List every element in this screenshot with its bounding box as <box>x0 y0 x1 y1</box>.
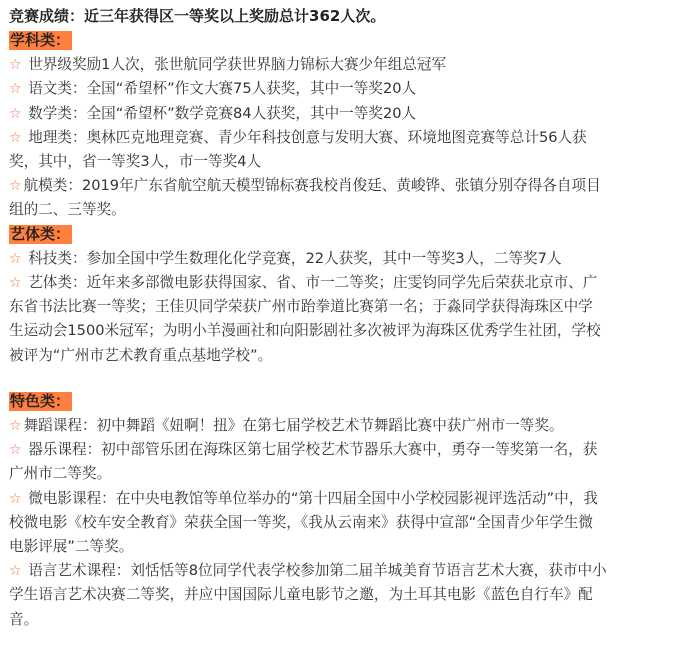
star-icon: ☆ <box>9 57 22 74</box>
section-heading-label: 学科类： <box>10 31 71 49</box>
star-icon: ☆ <box>9 178 22 195</box>
item-text: 数学类：全国“希望杯”数学竞赛84人获奖，其中一等奖20人 <box>23 104 417 122</box>
list-item-continuation: 被评为“广州市艺术教育重点基地学校”。 <box>9 346 273 364</box>
section-heading-label: 特色类： <box>10 391 71 410</box>
star-icon: ☆ <box>9 81 22 98</box>
list-item-continuation: 学生语言艺术决赛二等奖，并应中国国际儿童电影节之邀，为土耳其电影《蓝色自行车》配 <box>9 586 593 604</box>
item-text: 器乐课程：初中部管乐团在海珠区第七届学校艺术节器乐大赛中，勇夺一等奖第一名，获 <box>23 441 598 459</box>
item-text: 语文类：全国“希望杯”作文大赛75人获奖，其中一等奖20人 <box>23 80 417 98</box>
list-item <box>9 174 693 198</box>
list-item <box>9 487 693 511</box>
star-icon: ☆ <box>9 490 22 507</box>
star-icon: ☆ <box>9 563 22 580</box>
item-text: 微电影课程：在中央电教馆等单位举办的“第十四届全国中小学校园影视评选活动”中，我 <box>23 489 598 507</box>
section-heading-arts <box>9 223 693 247</box>
item-text: 舞蹈课程：初中舞蹈《妞啊！扭》在第七届学校艺术节舞蹈比赛中获广州市一等奖。 <box>23 417 564 435</box>
list-item <box>9 53 693 77</box>
page-title: 竞赛成绩：近三年获得区一等奖以上奖励总计362人次。 <box>9 7 386 25</box>
list-item-continuation: 生运动会1500米冠军；为明小羊漫画社和向阳影剧社多次被评为海珠区优秀学生社团，学校 <box>9 322 601 340</box>
item-text: 艺体类：近年来多部微电影获得国家、省、市一二等奖；庄雯钧同学先后荣获北京市、广 <box>23 274 598 292</box>
star-icon: ☆ <box>9 105 22 122</box>
list-item-continuation: 东省书法比赛一等奖；王佳贝同学荣获广州市跆拳道比赛第一名；于淼同学获得海珠区中学 <box>9 298 593 316</box>
list-item-continuation: 奖，其中，省一等奖3人，市一等奖4人 <box>9 153 262 171</box>
item-text: 航模类：2019年广东省航空航天模型锦标赛我校肖俊廷、黄峻铧、张镇分别夺得各自项目 <box>23 177 601 195</box>
star-icon: ☆ <box>9 129 22 146</box>
list-item <box>9 271 693 295</box>
star-icon: ☆ <box>9 275 22 292</box>
list-item-continuation: 广州市二等奖。 <box>9 465 112 483</box>
star-icon: ☆ <box>9 418 22 435</box>
list-item-continuation: 电影评展”二等奖。 <box>9 538 134 556</box>
list-item <box>9 438 693 462</box>
star-icon: ☆ <box>9 250 22 267</box>
list-item-continuation: 校微电影《校车安全教育》荣获全国一等奖，《我从云南来》获得中宣部“全国青少年学生微 <box>9 513 594 531</box>
star-icon: ☆ <box>9 442 22 459</box>
list-item <box>9 77 693 101</box>
section-spacer <box>9 368 693 390</box>
list-item <box>9 126 693 150</box>
item-text: 世界级奖励1人次，张世航同学获世界脑力锦标大赛少年组总冠军 <box>23 56 447 74</box>
list-item <box>9 559 693 583</box>
section-heading-academic <box>9 29 693 53</box>
list-item <box>9 414 693 438</box>
list-item-continuation: 音。 <box>9 610 39 628</box>
item-text: 地理类：奥林匹克地理竞赛、青少年科技创意与发明大赛、环境地图竞赛等总计56人获 <box>23 128 587 146</box>
list-item-continuation: 组的二、三等奖。 <box>9 201 126 219</box>
item-text: 科技类：参加全国中学生数理化化学竞赛，22人获奖，其中一等奖3人，二等奖7人 <box>23 249 562 267</box>
section-heading-special <box>9 390 693 414</box>
item-text: 语言艺术课程：刘恬恬等8位同学代表学校参加第二届羊城美育节语言艺术大赛，获市中小 <box>23 562 607 580</box>
list-item <box>9 247 693 271</box>
section-heading-label: 艺体类： <box>10 224 71 243</box>
list-item <box>9 102 693 126</box>
